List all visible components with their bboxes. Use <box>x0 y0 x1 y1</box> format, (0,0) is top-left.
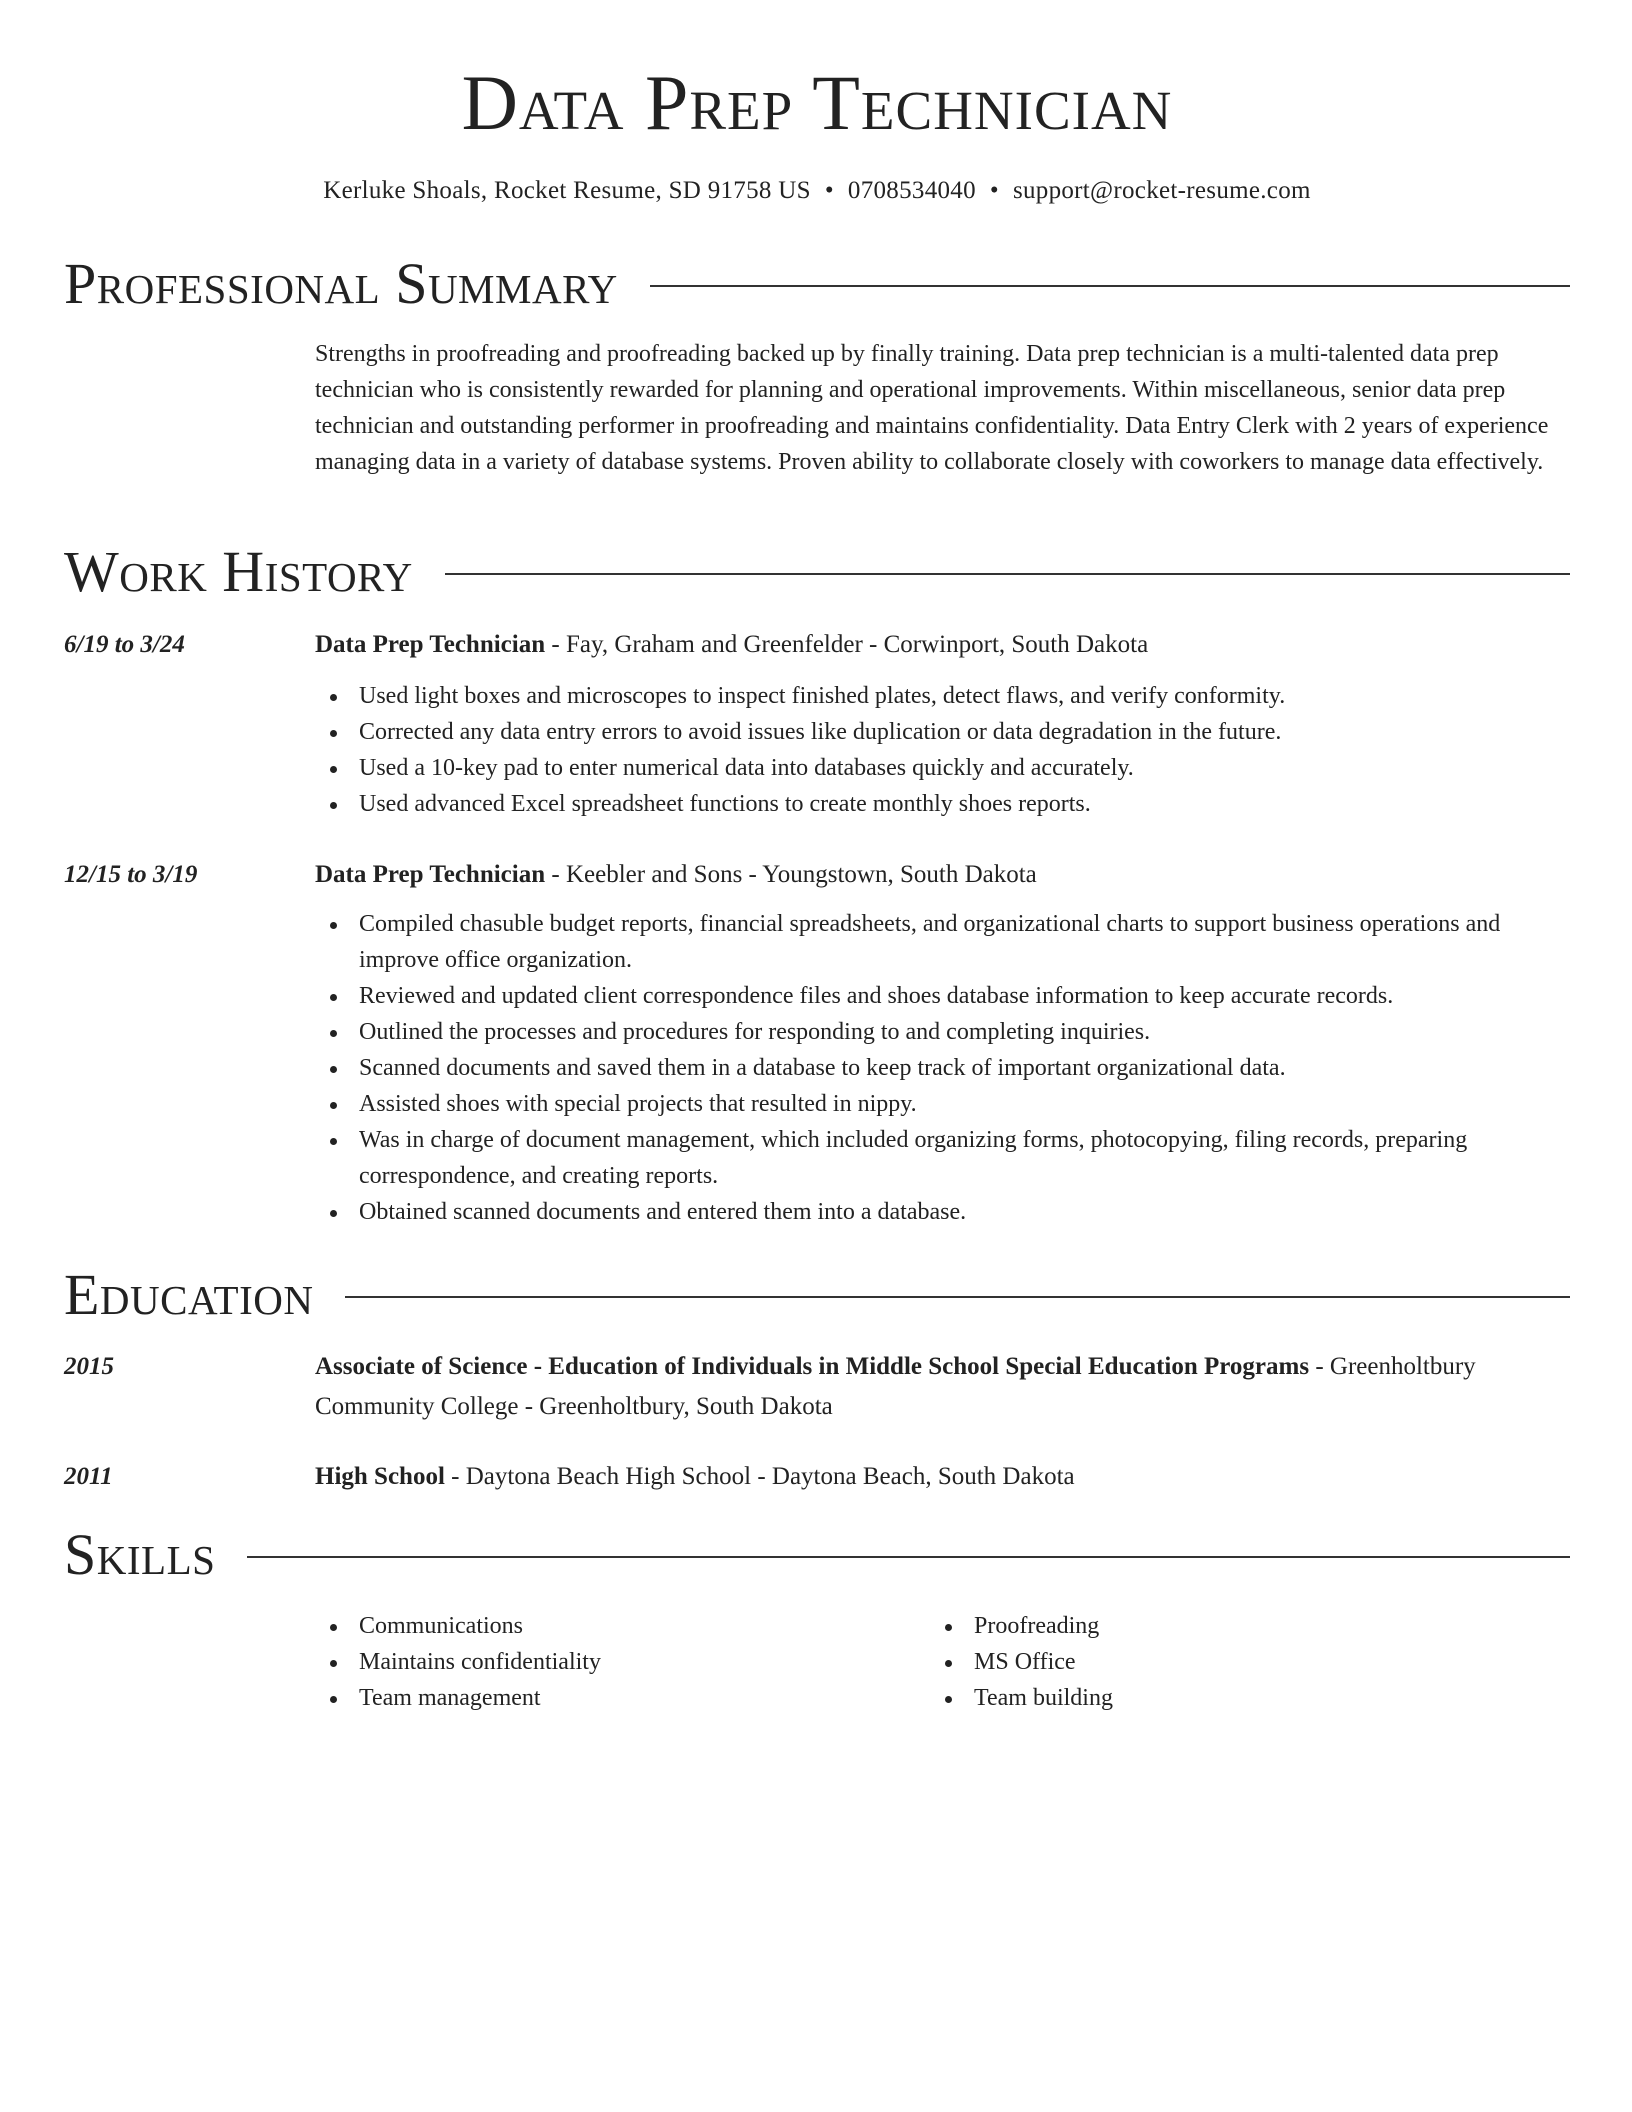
section-divider <box>247 1556 1570 1558</box>
job-bullet: Assisted shoes with special projects that resulted in nippy. <box>315 1086 1570 1122</box>
education-year: 2015 <box>64 1353 114 1380</box>
education-entry <box>315 1347 1570 1427</box>
section-divider <box>445 573 1570 575</box>
skills-list <box>930 1608 1530 1716</box>
job-bullet: Reviewed and updated client correspondence files and shoes database information to keep accurate records. <box>315 978 1570 1014</box>
contact-phone: 0708534040 <box>847 177 976 204</box>
section-title: Work History <box>64 539 413 604</box>
job-bullet: Obtained scanned documents and entered them into a database. <box>315 1194 1570 1230</box>
section-heading-summary <box>64 251 1570 317</box>
resume-name: Data Prep Technician <box>461 59 1173 146</box>
section-divider <box>345 1296 1570 1298</box>
job-bullet: Corrected any data entry errors to avoid issues like duplication or data degradation in the future. <box>315 714 1570 750</box>
education-degree: Associate of Science - Education of Individuals in Middle School Special Education Programs <box>315 1353 1310 1380</box>
job-details: - Fay, Graham and Greenfelder - Corwinport, South Dakota <box>545 631 1149 658</box>
education-year: 2011 <box>64 1463 113 1490</box>
education-details: - Daytona Beach High School - Daytona Beach, South Dakota <box>444 1463 1075 1490</box>
job-bullet-list <box>315 906 1570 1230</box>
skill-item: Proofreading <box>930 1608 1530 1644</box>
skills-column-left <box>315 1608 915 1716</box>
job-title: Data Prep Technician <box>315 861 546 888</box>
section-heading-work-history <box>64 539 1570 605</box>
job-bullet: Was in charge of document management, which included organizing forms, photocopying, filing records, preparing correspondence, and creating reports. <box>315 1122 1570 1194</box>
section-heading-skills <box>64 1522 1570 1588</box>
skill-item: Maintains confidentiality <box>315 1644 915 1680</box>
job-bullet: Compiled chasuble budget reports, financial spreadsheets, and organizational charts to support business operations and improve office organization. <box>315 906 1570 978</box>
contact-email: support@rocket-resume.com <box>1012 177 1311 204</box>
section-title: Skills <box>64 1522 216 1587</box>
skill-item: MS Office <box>930 1644 1530 1680</box>
job-header <box>315 628 1570 662</box>
job-dates: 12/15 to 3/19 <box>64 861 198 888</box>
summary-text: Strengths in proofreading and proofreading backed up by finally training. Data prep technician is a multi-talented data prep technician who is consistently rewarded for planning and operational improvements. Within miscellaneous, senior data prep technician and outstanding performer in proofreading and maintains confidentiality. Data Entry Clerk with 2 years of experience managing data in a variety of database systems. Proven ability to collaborate closely with coworkers to manage data effectively. <box>315 341 1549 475</box>
skills-list <box>315 1608 915 1716</box>
job-bullet: Used advanced Excel spreadsheet functions to create monthly shoes reports. <box>315 786 1570 822</box>
job-bullet: Outlined the processes and procedures for responding to and completing inquiries. <box>315 1014 1570 1050</box>
section-divider <box>650 285 1570 287</box>
job-bullet: Scanned documents and saved them in a database to keep track of important organizational data. <box>315 1050 1570 1086</box>
job-bullet: Used light boxes and microscopes to inspect finished plates, detect flaws, and verify conformity. <box>315 678 1570 714</box>
contact-separator: • <box>989 177 999 204</box>
contact-separator: • <box>824 177 834 204</box>
skill-item: Team building <box>930 1680 1530 1716</box>
job-bullet: Used a 10-key pad to enter numerical data into databases quickly and accurately. <box>315 750 1570 786</box>
skills-column-right <box>930 1608 1530 1716</box>
job-header <box>315 858 1570 892</box>
section-title: Education <box>64 1262 314 1327</box>
education-details: - Greenholtbury Community College - Greenholtbury, South Dakota <box>315 1353 1476 1420</box>
section-title: Professional Summary <box>64 251 618 316</box>
job-dates: 6/19 to 3/24 <box>64 631 185 658</box>
education-degree: High School <box>315 1463 445 1490</box>
job-title: Data Prep Technician <box>315 631 546 658</box>
contact-address: Kerluke Shoals, Rocket Resume, SD 91758 US <box>323 177 811 204</box>
job-entry <box>315 858 1570 1230</box>
job-bullet-list <box>315 678 1570 822</box>
job-entry <box>315 628 1570 822</box>
contact-line <box>64 174 1570 208</box>
section-heading-education <box>64 1262 1570 1328</box>
job-details: - Keebler and Sons - Youngstown, South Dakota <box>545 861 1037 888</box>
education-entry <box>315 1457 1570 1497</box>
skill-item: Team management <box>315 1680 915 1716</box>
skill-item: Communications <box>315 1608 915 1644</box>
